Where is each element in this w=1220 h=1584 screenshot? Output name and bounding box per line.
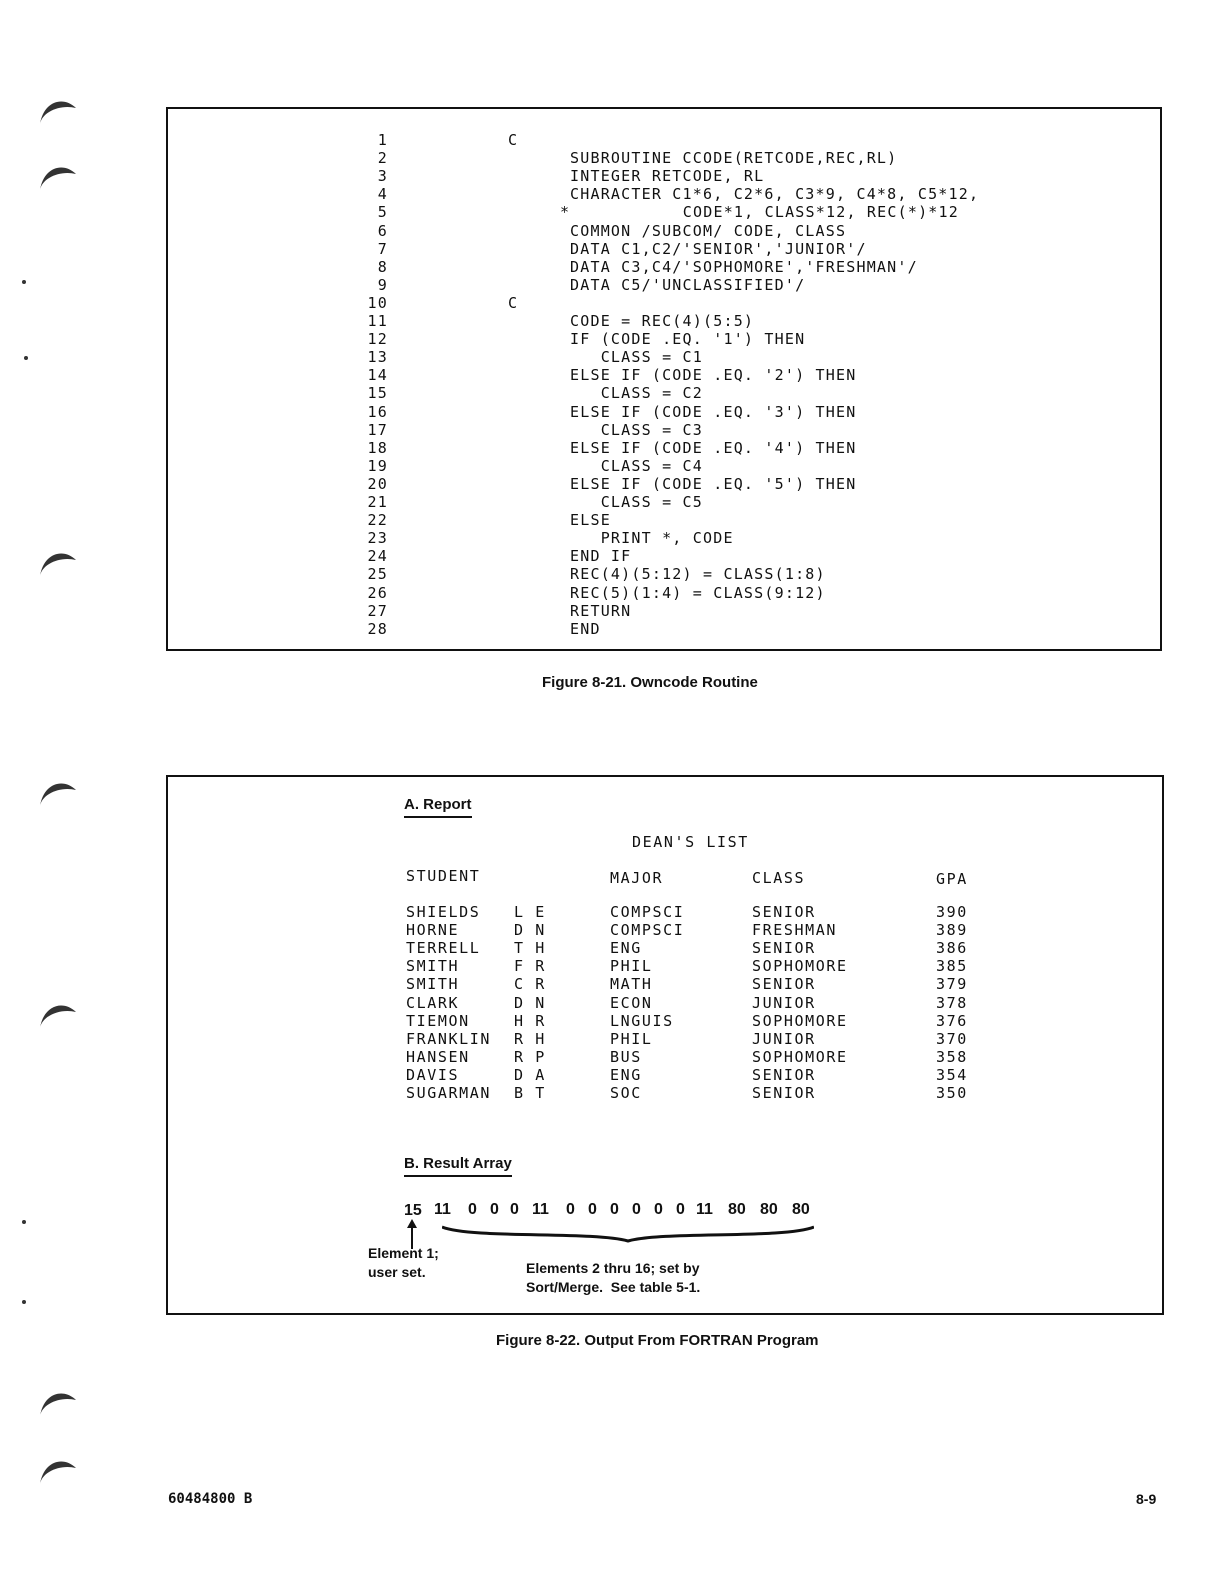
gpa-cell: 376: [936, 1011, 968, 1030]
code-line: [168, 403, 1158, 421]
line-number: 17: [367, 420, 388, 439]
code-line: [168, 276, 1158, 294]
binder-hole: [36, 548, 80, 592]
code-line: [168, 185, 1158, 203]
line-number: 19: [367, 456, 388, 475]
line-number: 28: [367, 619, 388, 638]
line-number: 20: [367, 474, 388, 493]
binder-hole: [36, 96, 80, 140]
class-cell: SENIOR: [752, 1065, 816, 1084]
elements-note: Elements 2 thru 16; set by Sort/Merge. See table 5-1.: [526, 1260, 701, 1295]
student-initials: D N: [514, 921, 546, 940]
result-element: 80: [760, 1201, 778, 1218]
major-cell: MATH: [610, 975, 653, 994]
student-name: DAVIS: [406, 1065, 460, 1084]
student-name: HORNE: [406, 921, 460, 940]
code-statement: SUBROUTINE CCODE(RETCODE,REC,RL): [570, 149, 898, 168]
page-number: 8-9: [1136, 1491, 1157, 1507]
class-cell: SOPHOMORE: [752, 957, 848, 976]
result-element: 0: [610, 1201, 619, 1218]
student-name: HANSEN: [406, 1047, 470, 1066]
result-element: 0: [490, 1201, 499, 1218]
code-line: [168, 149, 1158, 167]
student-initials: R P: [514, 1047, 546, 1066]
gpa-cell: 370: [936, 1029, 968, 1048]
gpa-cell: 350: [936, 1084, 968, 1102]
result-element: 0: [676, 1201, 685, 1218]
code-line: [168, 312, 1158, 330]
line-number: 8: [377, 257, 388, 276]
header-gpa: GPA: [936, 870, 968, 888]
class-cell: SENIOR: [752, 1084, 816, 1102]
code-statement: DATA C3,C4/'SOPHOMORE','FRESHMAN'/: [570, 257, 918, 276]
code-line: [168, 620, 1158, 638]
line-number: 18: [367, 438, 388, 457]
code-statement: RETURN: [570, 601, 632, 620]
code-statement: DATA C5/'UNCLASSIFIED'/: [570, 275, 806, 294]
line-number: 22: [367, 511, 388, 530]
document-number: 60484800 B: [168, 1491, 253, 1507]
line-number: 13: [367, 348, 388, 367]
result-element: 11: [532, 1201, 549, 1218]
code-line: [168, 203, 1158, 221]
binder-hole: [36, 1456, 80, 1500]
code-line: [168, 348, 1158, 366]
student-initials: L E: [514, 903, 546, 921]
code-line: [168, 529, 1158, 547]
student-name: SMITH: [406, 957, 460, 976]
line-number: 15: [367, 384, 388, 403]
line-number: 26: [367, 583, 388, 602]
major-cell: COMPSCI: [610, 903, 685, 921]
student-initials: F R: [514, 957, 546, 976]
code-statement: CLASS = C5: [570, 493, 703, 511]
line-number: 27: [367, 601, 388, 620]
major-cell: ECON: [610, 993, 653, 1012]
code-statement: CLASS = C3: [570, 420, 703, 439]
result-element: 0: [468, 1201, 477, 1218]
margin-speck: [22, 280, 26, 284]
line-number: 2: [377, 149, 388, 168]
class-cell: SOPHOMORE: [752, 1047, 848, 1066]
major-cell: LNGUIS: [610, 1011, 674, 1030]
result-element: 11: [696, 1201, 713, 1218]
student-name: SHIELDS: [406, 903, 481, 921]
class-cell: SENIOR: [752, 903, 816, 921]
student-initials: D N: [514, 993, 546, 1012]
report-title: DEAN'S LIST: [632, 833, 749, 851]
binder-hole: [36, 162, 80, 206]
code-statement: * CODE*1, CLASS*12, REC(*)*12: [560, 203, 959, 222]
code-statement: END: [570, 619, 601, 638]
output-box: [166, 775, 1164, 1315]
code-statement: CODE = REC(4)(5:5): [570, 312, 755, 330]
class-cell: FRESHMAN: [752, 921, 838, 940]
line-number: 25: [367, 565, 388, 584]
code-statement: ELSE: [570, 511, 611, 530]
result-element: 0: [510, 1201, 519, 1218]
code-line: [168, 493, 1158, 511]
header-class: CLASS: [752, 869, 806, 887]
line-number: 14: [367, 366, 388, 385]
code-line: [168, 475, 1158, 493]
student-initials: B T: [514, 1084, 546, 1102]
margin-speck: [22, 1220, 26, 1224]
section-a-title: A. Report: [404, 796, 472, 818]
line-number: 11: [367, 312, 388, 330]
code-statement: ELSE IF (CODE .EQ. '3') THEN: [570, 402, 857, 421]
code-listing-box: [166, 107, 1162, 651]
gpa-cell: 385: [936, 957, 968, 976]
gpa-cell: 378: [936, 993, 968, 1012]
code-statement: PRINT *, CODE: [570, 529, 734, 548]
binder-hole: [36, 1000, 80, 1044]
code-line: [168, 330, 1158, 348]
element1-note: Element 1; user set.: [368, 1245, 439, 1280]
result-element: 11: [434, 1201, 451, 1218]
header-student: STUDENT: [406, 867, 481, 885]
binder-hole: [36, 778, 80, 822]
code-line: [168, 421, 1158, 439]
code-line: [168, 258, 1158, 276]
result-element: 0: [632, 1201, 641, 1218]
class-cell: SENIOR: [752, 975, 816, 994]
major-cell: BUS: [610, 1047, 642, 1066]
student-initials: D A: [514, 1065, 546, 1084]
student-initials: T H: [514, 939, 546, 958]
code-line: [168, 565, 1158, 583]
code-line: [168, 240, 1158, 258]
code-statement: IF (CODE .EQ. '1') THEN: [570, 330, 806, 349]
code-line: [168, 547, 1158, 565]
line-number: 6: [377, 221, 388, 240]
code-line: [168, 602, 1158, 620]
student-initials: H R: [514, 1011, 546, 1030]
student-initials: R H: [514, 1029, 546, 1048]
code-statement: CHARACTER C1*6, C2*6, C3*9, C4*8, C5*12,: [570, 185, 980, 204]
code-statement: DATA C1,C2/'SENIOR','JUNIOR'/: [570, 239, 867, 258]
code-statement: INTEGER RETCODE, RL: [570, 167, 765, 186]
gpa-cell: 389: [936, 921, 968, 940]
line-number: 21: [367, 493, 388, 511]
code-line: [168, 584, 1158, 602]
code-line: [168, 131, 1158, 149]
major-cell: COMPSCI: [610, 921, 685, 940]
result-element: 15: [404, 1202, 422, 1219]
line-number: 7: [377, 239, 388, 258]
student-name: TIEMON: [406, 1011, 470, 1030]
class-cell: JUNIOR: [752, 1029, 816, 1048]
comment-marker: C: [508, 293, 519, 312]
line-number: 5: [377, 203, 388, 222]
code-statement: END IF: [570, 547, 632, 566]
code-line: [168, 167, 1158, 185]
figure-22-caption: Figure 8-22. Output From FORTRAN Program: [496, 1332, 819, 1349]
code-line: [168, 366, 1158, 384]
gpa-cell: 390: [936, 903, 968, 921]
result-element: 0: [654, 1201, 663, 1218]
code-statement: REC(4)(5:12) = CLASS(1:8): [570, 565, 826, 584]
gpa-cell: 379: [936, 975, 968, 994]
student-name: TERRELL: [406, 939, 481, 958]
code-line: [168, 222, 1158, 240]
result-element: 0: [588, 1201, 597, 1218]
header-major: MAJOR: [610, 869, 664, 887]
figure-21-caption: Figure 8-21. Owncode Routine: [542, 674, 758, 691]
major-cell: ENG: [610, 939, 642, 958]
margin-speck: [22, 1300, 26, 1304]
major-cell: PHIL: [610, 1029, 653, 1048]
code-statement: REC(5)(1:4) = CLASS(9:12): [570, 583, 826, 602]
code-line: [168, 294, 1158, 312]
margin-speck: [24, 356, 28, 360]
code-statement: CLASS = C1: [570, 348, 703, 367]
class-cell: SOPHOMORE: [752, 1011, 848, 1030]
student-name: FRANKLIN: [406, 1029, 492, 1048]
section-b-title: B. Result Array: [404, 1155, 512, 1177]
line-number: 3: [377, 167, 388, 186]
code-statement: CLASS = C4: [570, 456, 703, 475]
code-line: [168, 457, 1158, 475]
student-name: SMITH: [406, 975, 460, 994]
code-statement: ELSE IF (CODE .EQ. '5') THEN: [570, 474, 857, 493]
code-statement: COMMON /SUBCOM/ CODE, CLASS: [570, 221, 847, 240]
result-element: 80: [792, 1201, 810, 1218]
major-cell: ENG: [610, 1065, 642, 1084]
elements-brace: [442, 1223, 814, 1245]
gpa-cell: 386: [936, 939, 968, 958]
code-statement: ELSE IF (CODE .EQ. '2') THEN: [570, 366, 857, 385]
gpa-cell: 358: [936, 1047, 968, 1066]
result-element: 0: [566, 1201, 575, 1218]
code-line: [168, 384, 1158, 402]
gpa-cell: 354: [936, 1065, 968, 1084]
comment-marker: C: [508, 131, 519, 149]
student-initials: C R: [514, 975, 546, 994]
line-number: 9: [377, 275, 388, 294]
line-number: 23: [367, 529, 388, 548]
line-number: 12: [367, 330, 388, 349]
binder-hole: [36, 1388, 80, 1432]
student-name: CLARK: [406, 993, 460, 1012]
code-statement: ELSE IF (CODE .EQ. '4') THEN: [570, 438, 857, 457]
code-statement: CLASS = C2: [570, 384, 703, 403]
code-line: [168, 511, 1158, 529]
line-number: 10: [367, 293, 388, 312]
class-cell: SENIOR: [752, 939, 816, 958]
code-line: [168, 439, 1158, 457]
line-number: 24: [367, 547, 388, 566]
line-number: 4: [377, 185, 388, 204]
student-name: SUGARMAN: [406, 1084, 492, 1102]
major-cell: PHIL: [610, 957, 653, 976]
line-number: 1: [377, 131, 388, 149]
major-cell: SOC: [610, 1084, 642, 1102]
line-number: 16: [367, 402, 388, 421]
class-cell: JUNIOR: [752, 993, 816, 1012]
result-element: 80: [728, 1201, 746, 1218]
